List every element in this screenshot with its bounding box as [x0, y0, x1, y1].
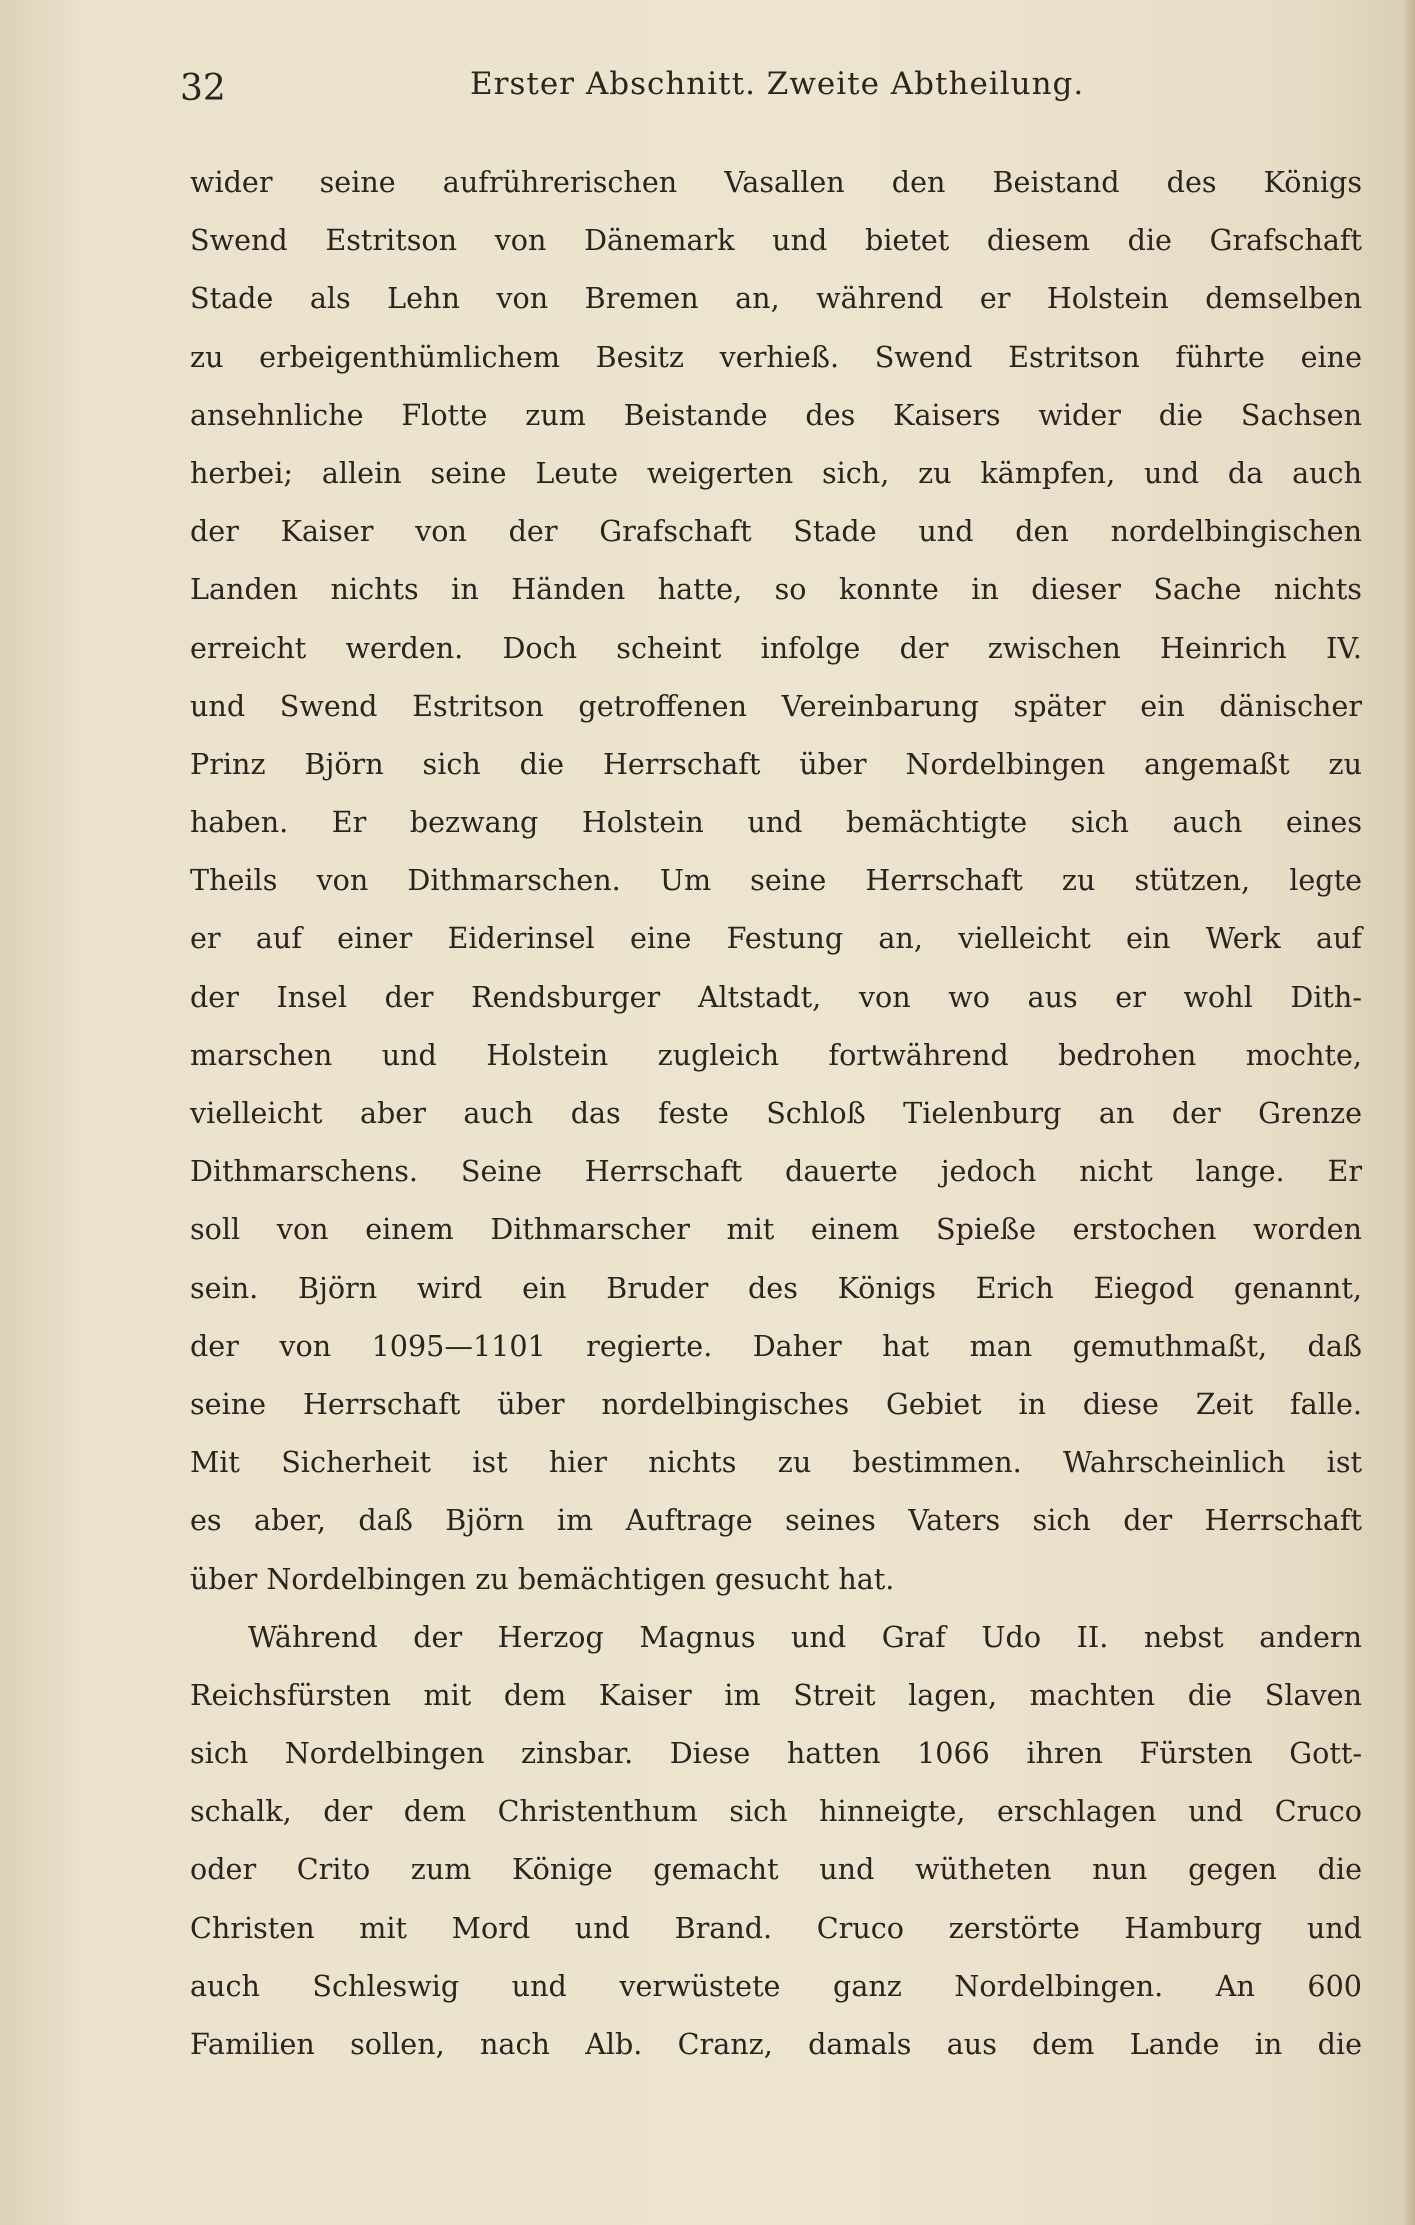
text-line: der von 1095—1101 regierte. Daher hat man gemuthmaßt, daß — [190, 1328, 1362, 1363]
paragraph-1 — [190, 153, 1362, 1608]
text-line: marschen und Holstein zugleich fortwährend bedrohen mochte, — [190, 1037, 1362, 1072]
text-line: Swend Estritson von Dänemark und bietet diesem die Grafschaft — [190, 223, 1362, 258]
text-line: Christen mit Mord und Brand. Cruco zerstörte Hamburg und — [190, 1910, 1362, 1945]
text-line: auch Schleswig und verwüstete ganz Nordelbingen. An 600 — [190, 1968, 1362, 2003]
text-line: haben. Er bezwang Holstein und bemächtigte sich auch eines — [190, 805, 1362, 840]
text-line: der Insel der Rendsburger Altstadt, von wo aus er wohl Dith- — [190, 979, 1362, 1014]
paragraph-2 — [190, 1608, 1362, 2074]
text-line: schalk, der dem Christenthum sich hinneigte, erschlagen und Cruco — [190, 1794, 1362, 1829]
text-line: Mit Sicherheit ist hier nichts zu bestimmen. Wahrscheinlich ist — [190, 1445, 1362, 1480]
text-line: Dithmarschens. Seine Herrschaft dauerte jedoch nicht lange. Er — [190, 1154, 1362, 1189]
text-line: Theils von Dithmarschen. Um seine Herrschaft zu stützen, legte — [190, 863, 1362, 898]
text-line: sich Nordelbingen zinsbar. Diese hatten 1066 ihren Fürsten Gott- — [190, 1736, 1362, 1771]
text-line: Prinz Björn sich die Herrschaft über Nordelbingen angemaßt zu — [190, 746, 1362, 781]
text-line: er auf einer Eiderinsel eine Festung an, vielleicht ein Werk auf — [190, 921, 1362, 956]
text-line: und Swend Estritson getroffenen Vereinbarung später ein dänischer — [190, 688, 1362, 723]
text-line: seine Herrschaft über nordelbingisches Gebiet in diese Zeit falle. — [190, 1386, 1362, 1421]
text-line: Familien sollen, nach Alb. Cranz, damals aus dem Lande in die — [190, 2027, 1362, 2061]
text-line: es aber, daß Björn im Auftrage seines Vaters sich der Herrschaft — [190, 1503, 1362, 1538]
text-line: wider seine aufrührerischen Vasallen den Beistand des Königs — [190, 165, 1362, 199]
running-head: Erster Abschnitt. Zweite Abtheilung. — [470, 66, 1085, 102]
text-line: oder Crito zum Könige gemacht und wütheten nun gegen die — [190, 1852, 1362, 1887]
page-header — [180, 60, 1360, 120]
page-number: 32 — [180, 68, 226, 109]
text-line: Stade als Lehn von Bremen an, während er Holstein demselben — [190, 281, 1362, 316]
text-line: über Nordelbingen zu bemächtigen gesucht hat. — [190, 1561, 895, 1596]
page-edge-shadow — [1403, 0, 1415, 2225]
text-line: vielleicht aber auch das feste Schloß Tielenburg an der Grenze — [190, 1096, 1362, 1130]
text-line: herbei; allein seine Leute weigerten sich, zu kämpfen, und da auch — [190, 455, 1362, 490]
text-line: soll von einem Dithmarscher mit einem Spieße erstochen worden — [190, 1212, 1362, 1247]
text-line: ansehnliche Flotte zum Beistande des Kaisers wider die Sachsen — [190, 397, 1362, 432]
text-line: der Kaiser von der Grafschaft Stade und den nordelbingischen — [190, 514, 1362, 549]
text-line: Reichsfürsten mit dem Kaiser im Streit lagen, machten die Slaven — [190, 1677, 1362, 1712]
body-text — [190, 153, 1362, 2073]
text-line: zu erbeigenthümlichem Besitz verhieß. Swend Estritson führte eine — [190, 339, 1362, 374]
text-line: Landen nichts in Händen hatte, so konnte in dieser Sache nichts — [190, 572, 1362, 607]
text-line: sein. Björn wird ein Bruder des Königs Erich Eiegod genannt, — [190, 1270, 1362, 1305]
text-line: Während der Herzog Magnus und Graf Udo II. nebst andern — [248, 1619, 1362, 1654]
text-line: erreicht werden. Doch scheint infolge der zwischen Heinrich IV. — [190, 630, 1362, 665]
